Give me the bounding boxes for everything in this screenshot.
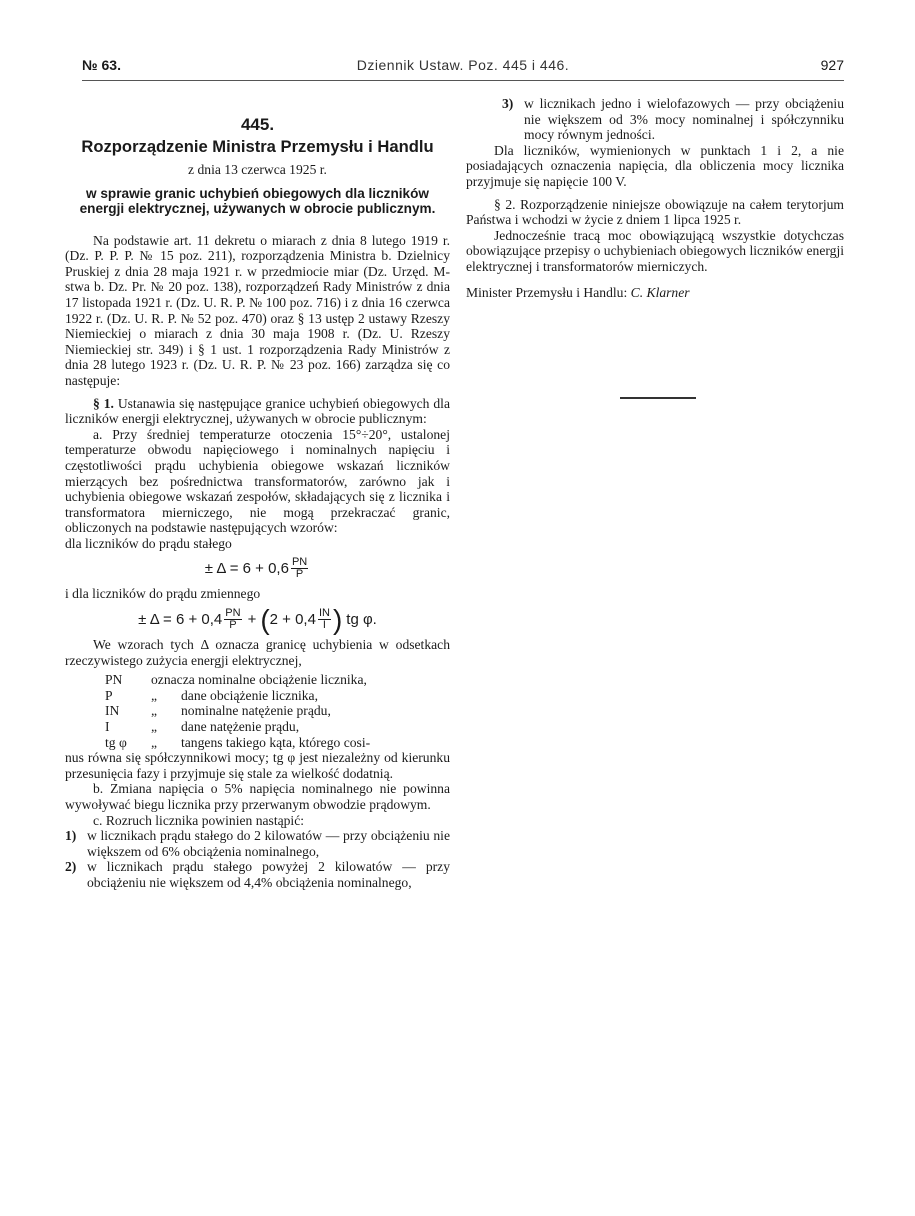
point-c: c. Rozruch licznika powinien nastąpić: [93, 812, 305, 828]
list-item-text: w licznikach prądu stałego powyżej 2 kilowatów — przy obciążeniu nie większem od 4,4% obciążenia nominalnego, [87, 859, 450, 890]
section-2 [466, 197, 844, 228]
fraction-denominator: P [229, 619, 237, 632]
definition-row [105, 688, 450, 704]
journal-title: Dziennik Ustaw. Poz. 445 i 446. [356, 57, 570, 73]
point-b: b. Zmiana napięcia o 5% napięcia nominalnego nie powinna wywoływać biegu licznika przy przerwanym obwodzie prądowym. [65, 781, 450, 812]
list-item-text: w licznikach prądu stałego do 2 kilowatów — przy obciążeniu nie większem od 6% obciążenia nominalnego, [87, 828, 450, 859]
definition-text: dane natężenie prądu, [181, 719, 300, 735]
definition-row [105, 703, 450, 719]
list-item-number: 1) [65, 828, 77, 844]
list-item [65, 859, 450, 890]
list-item-number: 3) [502, 96, 514, 111]
issue-number: № 63. [82, 57, 121, 73]
formula-ac-lhs: ± Δ = 6 + 0,4 [138, 610, 223, 628]
left-column [65, 117, 450, 891]
definition-continuation: nus równa się spółczynnikowi mocy; tg φ jest niezależny od kierunku przesunięcia fazy i przyjmuje się stale za wielkość dodatnią. [65, 750, 450, 781]
fraction-numerator: IN [318, 607, 330, 620]
right-column [466, 96, 844, 300]
point-a: a. Przy średniej temperaturze otoczenia 15°÷20°, ustalonej temperaturze obwodu napięciowego i nominalnych napięciu i częstotliwości prądu uchybienia obiegowe wskazań liczników mierzących bez pośrednictwa transformatorów, zarówno jak i uchybienia obiegowe wskazań zespołów, składających się z licznika i transformatora mierniczego, nie mogą przekraczać granic, obliczonych na podstawie następujących wzorów: [65, 426, 450, 536]
header-rule [82, 80, 844, 81]
section-2-text: Rozporządzenie niniejsze obowiązuje na całem terytorjum Państwa i wchodzi w życie z dniem 1 lipca 1925 r. [466, 196, 845, 228]
ditto-mark: „ [151, 734, 158, 750]
symbol-definitions [105, 672, 450, 750]
formula-dc [65, 557, 450, 580]
document-date: z dnia 13 czerwca 1925 r. [188, 162, 327, 178]
definition-text: tangens takiego kąta, którego cosi- [181, 734, 371, 750]
ditto-mark: „ [151, 687, 158, 703]
signature-role: Minister Przemysłu i Handlu: [466, 284, 628, 300]
fraction-pn-p [224, 608, 241, 631]
definition-symbol: P [105, 687, 113, 703]
formula-explanation: We wzorach tych Δ oznacza granicę uchybienia w odsetkach rzeczywistego zużycia energji elektrycznej, [65, 637, 450, 668]
section-2-label: § 2. [494, 196, 516, 212]
definition-row [105, 719, 450, 735]
fraction-denominator: I [322, 619, 326, 632]
ditto-mark: „ [151, 719, 158, 735]
list-item-number: 2) [65, 859, 77, 875]
definition-symbol: I [105, 719, 110, 735]
end-rule [620, 397, 696, 399]
page-header [82, 57, 844, 77]
page-number: 927 [820, 57, 844, 73]
fraction-denominator: P [295, 568, 304, 581]
dc-label: dla liczników do prądu stałego [65, 535, 232, 551]
plus-sign: + [247, 610, 257, 628]
definition-text: oznacza nominalne obciążenie licznika, [151, 672, 367, 688]
paragraph-repeal: Jednocześnie tracą moc obowiązującą wszystkie dotychczas obowiązujące przepisy o uchybieniach obiegowych liczników energji elektrycznej i transformatorów mierniczych. [466, 227, 844, 274]
fraction-in-i [318, 608, 331, 631]
definition-symbol: PN [105, 672, 123, 688]
signature-name: C. Klarner [630, 284, 690, 300]
definition-row [105, 672, 450, 688]
formula-dc-lhs: ± Δ = 6 + 0,6 [204, 560, 289, 578]
section-1-label: § 1. [93, 395, 114, 411]
preamble: Na podstawie art. 11 dekretu o miarach z dnia 8 lutego 1919 r. (Dz. P. P. P. № 15 poz. 211), rozporządzenia Ministra b. Dzielnicy Pruskiej z dnia 28 maja 1921 r. w przedmiocie miar (Dz. Urzęd. M-stwa b. Dz. Pr. № 20 poz. 138), rozporządzeń Rady Ministrów z dnia 17 listopada 1921 r. (Dz. U. R. P. № 100 poz. 716) i z dnia 16 czerwca 1922 r. (Dz. U. R. P. № 52 poz. 470) oraz § 13 ustęp 2 ustawy Rzeszy Niemieckiej o miarach z dnia 30 maja 1908 r. (Dz. U. Rzeszy Niemieckiej str. 349) i § 1 ust. 1 rozporządzenia Rady Ministrów z dnia 28 lutego 1923 r. (Dz. U. R. P. № 23 poz. 166) zarządza się co następuje: [65, 232, 450, 388]
definition-row [105, 735, 450, 751]
point-c-list [65, 828, 450, 890]
formula-ac [65, 603, 450, 635]
open-paren: ( [260, 603, 270, 635]
list-item-text: w licznikach jedno i wielofazowych — przy obciążeniu nie większem od 3% mocy nominalnej i spółczynniku mocy równym jedności. [524, 96, 844, 143]
definition-symbol: IN [105, 703, 120, 719]
formula-inner: 2 + 0,4 [269, 610, 316, 628]
fraction-pn-p [291, 557, 308, 580]
fraction-numerator: PN [225, 607, 241, 620]
section-1 [65, 396, 450, 427]
document-subject: w sprawie granic uchybień obiegowych dla liczników energji elektrycznej, używanych w obrocie publicznym. [79, 185, 436, 217]
ac-label: i dla liczników do prądu zmiennego [65, 586, 261, 602]
section-1-text: Ustanawia się następujące granice uchybień obiegowych dla liczników energji elektrycznej, używanych w obrocie publicznym: [65, 395, 450, 427]
definition-text: dane obciążenie licznika, [181, 687, 318, 703]
list-item [65, 828, 450, 859]
definition-text: nominalne natężenie prądu, [181, 703, 331, 719]
signature [466, 285, 844, 301]
formula-tail: tg φ. [346, 610, 377, 628]
position-number: 445. [240, 115, 275, 134]
definition-symbol: tg φ [105, 734, 127, 750]
fraction-numerator: PN [291, 556, 308, 569]
paragraph-voltage: Dla liczników, wymienionych w punktach 1 i 2, a nie posiadających oznaczenia napięcia, dla obliczenia mocy licznika przyjmuje się napięcie 100 V. [466, 142, 844, 189]
document-title: Rozporządzenie Ministra Przemysłu i Handlu [81, 136, 434, 156]
close-paren: ) [332, 603, 343, 635]
ditto-mark: „ [151, 703, 158, 719]
list-item [502, 96, 844, 143]
